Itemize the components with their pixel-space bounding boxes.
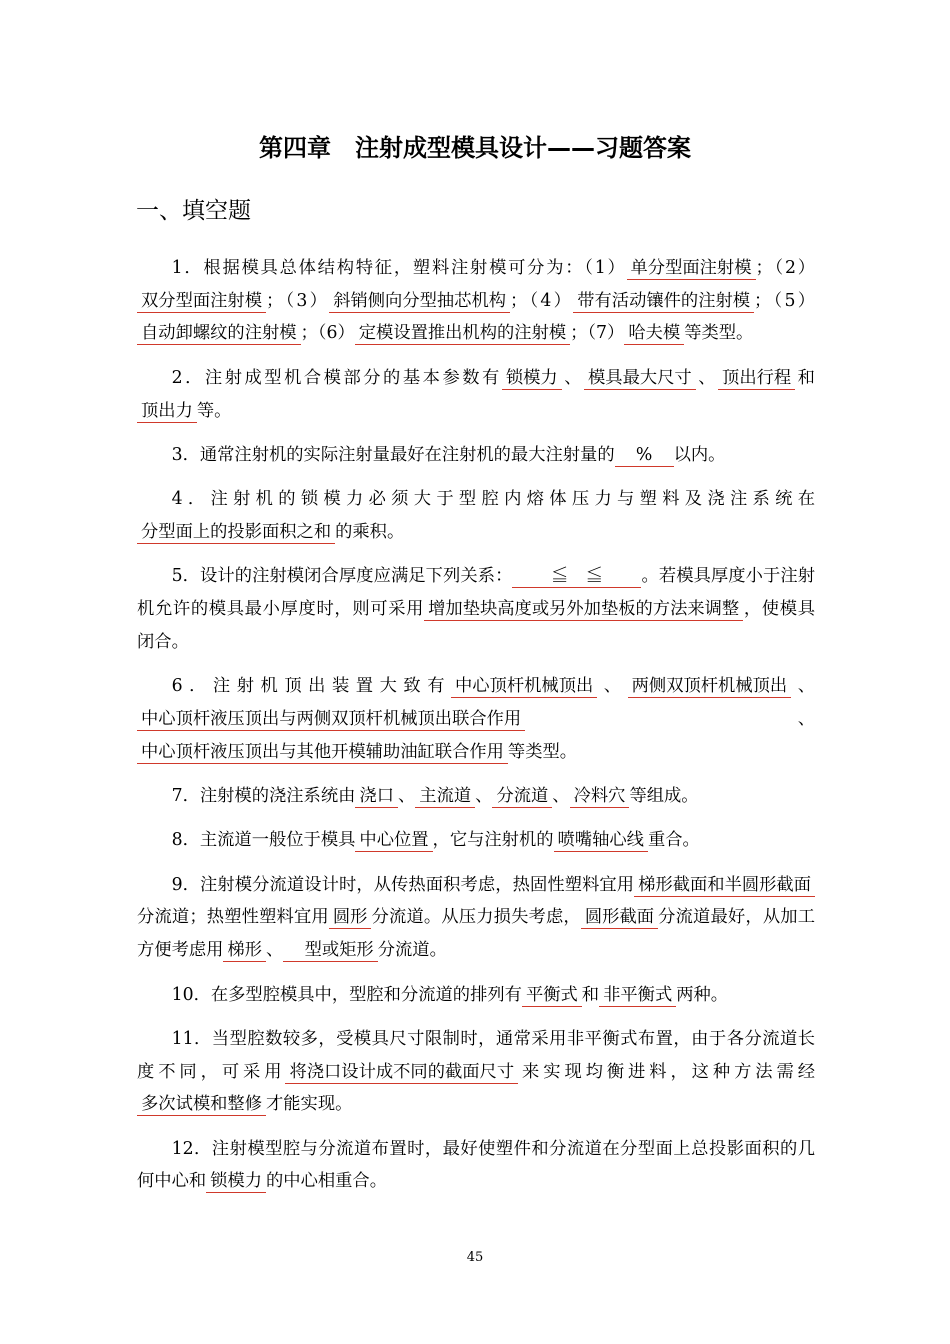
question-text: 两种。: [676, 984, 729, 1005]
question-text: 、: [397, 785, 416, 806]
question-text: 4．注射机的锁模力必须大于型腔内熔体压力与塑料及浇注系统在: [171, 489, 815, 510]
answer-blank: 单分型面注射模: [627, 257, 756, 280]
question-item: [137, 979, 815, 1012]
question-text: 等组成。: [629, 785, 699, 806]
question-text: ，它与注射机的: [432, 830, 554, 851]
answer-blank: 梯形: [223, 939, 266, 962]
question-item: [137, 252, 815, 350]
answer-blank: 哈夫模: [624, 322, 684, 345]
question-text: 等类型。: [684, 323, 754, 344]
answer-blank: 双分型面注射模: [137, 290, 266, 313]
question-text: ；（7）: [570, 323, 625, 344]
question-text: ；（6）: [300, 323, 355, 344]
answer-blank: 中心位置: [355, 829, 432, 852]
question-item: [137, 362, 815, 427]
question-text: 分流道最好，从加工方便考虑用: [137, 907, 815, 961]
question-text: 分流道。: [377, 940, 447, 961]
question-text: 、: [561, 367, 585, 388]
question-text: 12．注射模型腔与分流道布置时，最好使塑件和分流道在分型面上总投影面积的几何中心和: [137, 1138, 815, 1192]
question-item: [137, 1023, 815, 1121]
question-text: 、: [525, 708, 815, 729]
question-text: 、: [266, 940, 284, 961]
question-item: [137, 780, 815, 813]
question-text: 9．注射模分流道设计时，从传热面积考虑，热固性塑料宜用: [171, 874, 635, 895]
answer-blank: 两侧双顶杆机械顶出: [628, 675, 792, 698]
answer-blank: 斜销侧向分型抽芯机构: [329, 290, 510, 313]
answer-blank: 锁模力: [502, 367, 562, 390]
question-text: 分流道；热塑性塑料宜用: [137, 907, 329, 928]
answer-blank: 冷料穴: [570, 785, 630, 808]
answer-blank: 中心顶杆液压顶出与其他开模辅助油缸联合作用: [137, 741, 508, 764]
question-list: [137, 252, 815, 1210]
answer-blank: 中心顶杆机械顶出: [451, 675, 597, 698]
question-item: [137, 439, 815, 472]
question-text: 等类型。: [507, 741, 578, 762]
question-text: 以内。: [673, 444, 726, 465]
section-heading: 一、填空题: [136, 198, 251, 224]
question-text: 3．通常注射机的实际注射量最好在注射机的最大注射量的: [171, 444, 615, 465]
question-text: 、: [791, 676, 815, 697]
question-text: 。若模具厚度小于注射机允许的模具最小厚度时，则可采用: [137, 566, 815, 620]
answer-blank: 分型面上的投影面积之和: [137, 521, 335, 544]
question-text: 的乘积。: [335, 521, 405, 542]
question-item: [137, 869, 815, 967]
question-item: [137, 670, 815, 768]
question-text: 才能实现。: [265, 1094, 353, 1115]
question-text: ；（4）: [510, 290, 574, 311]
answer-blank: 非平衡式: [599, 984, 676, 1007]
question-item: [137, 1133, 815, 1198]
answer-blank: 自动卸螺纹的注射模: [137, 322, 301, 345]
question-text: 来实现均衡进料，这种方法需经: [518, 1061, 815, 1082]
question-text: ，使模具闭合。: [137, 599, 815, 652]
question-text: ；（2）: [755, 258, 815, 278]
question-text: 、: [552, 785, 570, 806]
answer-blank: 模具最大尺寸: [584, 367, 696, 390]
answer-blank: 平衡式: [522, 984, 582, 1007]
question-text: 2．注射成型机合模部分的基本参数有: [171, 367, 502, 388]
answer-blank: 顶出力: [137, 400, 197, 423]
question-text: 8．主流道一般位于模具: [171, 830, 356, 851]
page-title: 第四章 注射成型模具设计——习题答案: [259, 134, 691, 162]
answer-blank: 增加垫块高度或另外加垫板的方法来调整: [424, 598, 743, 621]
page-number: 45: [466, 1250, 484, 1265]
question-text: 1．根据模具总体结构特征，塑料注射模可分为：（1）: [171, 258, 627, 278]
answer-blank: 分流道: [492, 785, 552, 808]
question-item: [137, 824, 815, 857]
question-text: 分流道。从压力损失考虑，: [371, 907, 581, 928]
answer-blank: %: [615, 444, 674, 467]
answer-blank: 将浇口设计成不同的截面尺寸: [285, 1061, 518, 1084]
answer-blank: 圆形: [329, 906, 372, 929]
answer-blank: 带有活动镶件的注射模: [573, 290, 754, 313]
question-text: 7．注射模的浇注系统由: [171, 785, 356, 806]
question-text: 等。: [196, 400, 232, 421]
question-text: 、: [695, 367, 719, 388]
answer-blank: 定模设置推出机构的注射模: [355, 322, 570, 345]
question-text: 、: [597, 676, 628, 697]
question-item: [137, 560, 815, 658]
answer-blank: 浇口: [355, 785, 398, 808]
answer-blank: 多次试模和整修: [137, 1093, 266, 1116]
question-text: 10．在多型腔模具中，型腔和分流道的排列有: [171, 984, 522, 1005]
answer-blank: 喷嘴轴心线: [554, 829, 648, 852]
question-text: 的中心相重合。: [266, 1171, 387, 1192]
question-text: ；（5）: [754, 290, 815, 311]
answer-blank: 梯形截面和半圆形截面: [634, 874, 815, 897]
question-text: 11．当型腔数较多，受模具尺寸限制时，通常采用非平衡式布置，由于各分流道长度不同，可采用: [137, 1028, 815, 1082]
answer-blank: 圆形截面: [581, 906, 658, 929]
answer-blank: 中心顶杆液压顶出与两侧双顶杆机械顶出联合作用: [137, 708, 525, 731]
answer-blank: ≦ ≦: [512, 565, 641, 588]
question-text: 和: [581, 984, 600, 1005]
answer-blank: 锁模力: [206, 1170, 266, 1193]
question-text: 、: [475, 785, 493, 806]
answer-blank: 型或矩形: [283, 939, 377, 962]
answer-blank: 顶出行程: [718, 367, 795, 390]
answer-blank: 主流道: [415, 785, 475, 808]
question-text: 和: [795, 367, 815, 388]
question-text: 重合。: [647, 830, 700, 851]
question-text: 5．设计的注射模闭合厚度应满足下列关系：: [171, 566, 513, 587]
question-item: [137, 483, 815, 548]
question-text: ；（3）: [265, 290, 330, 311]
question-text: 6．注射机顶出装置大致有: [171, 676, 452, 697]
